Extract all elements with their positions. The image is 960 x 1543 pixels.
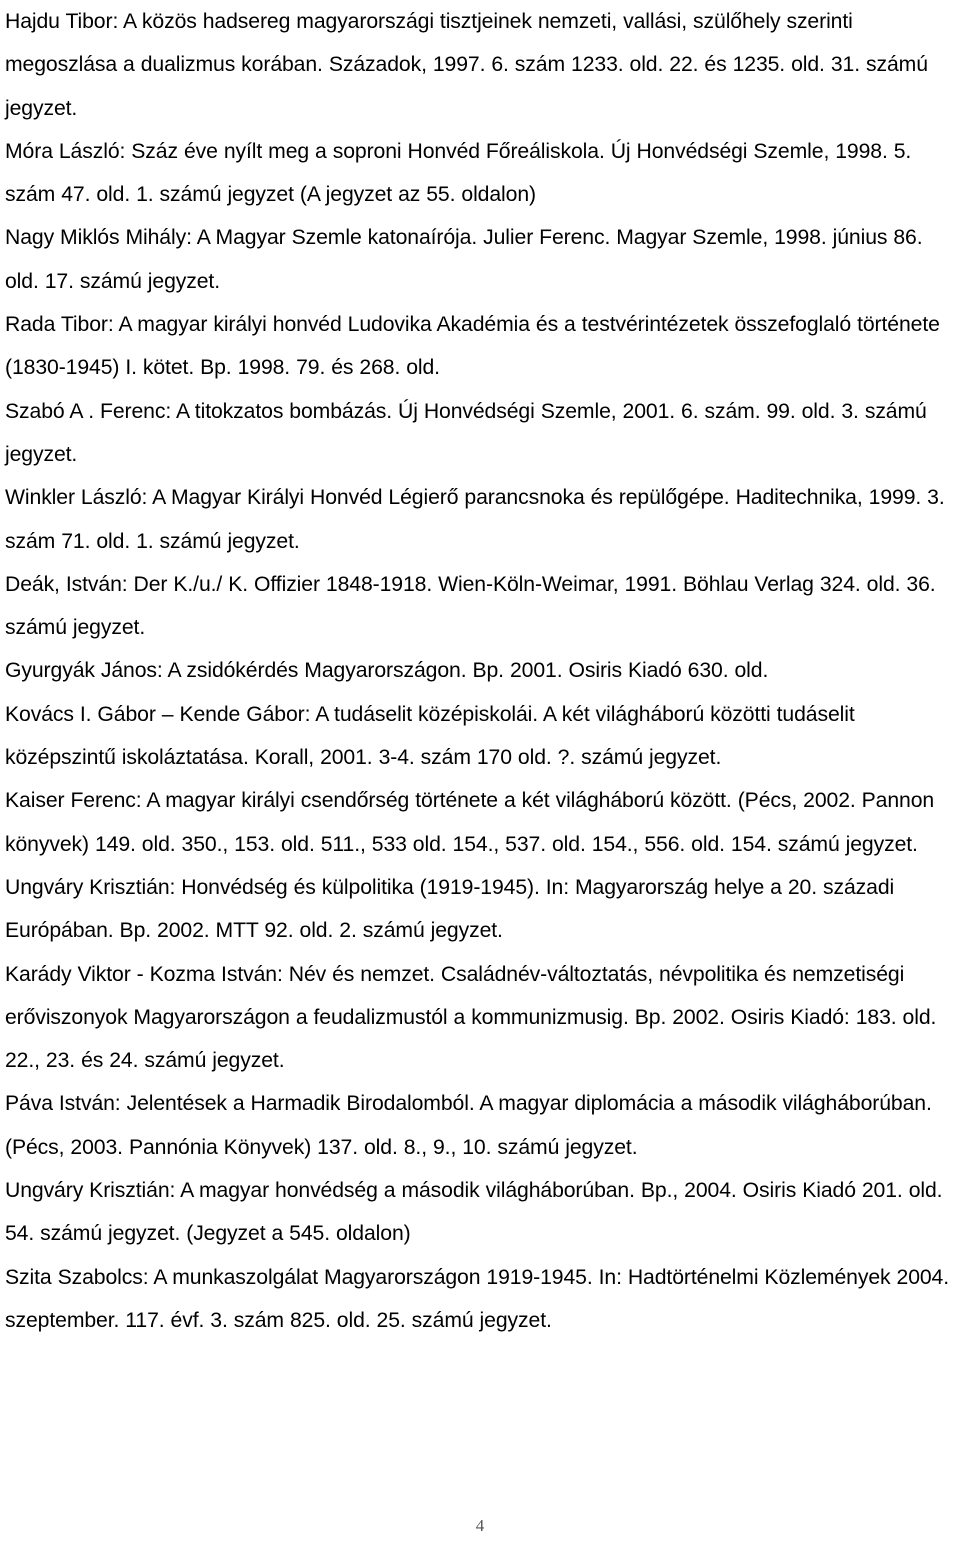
- reference-entry: Hajdu Tibor: A közös hadsereg magyarországi tisztjeinek nemzeti, vallási, szülőhely szerinti megoszlása a dualizmus korában. Századok, 1997. 6. szám 1233. old. 22. és 1235. old. 31. számú jegyzet.: [5, 10, 928, 120]
- reference-entry: Rada Tibor: A magyar királyi honvéd Ludovika Akadémia és a testvérintézetek összefoglaló története (1830-1945) I. kötet. Bp. 1998. 79. és 268. old.: [5, 313, 940, 380]
- reference-entry: Móra László: Száz éve nyílt meg a soproni Honvéd Főreáliskola. Új Honvédségi Szemle, 1998. 5. szám 47. old. 1. számú jegyzet (A jegyzet az 55. oldalon): [5, 139, 912, 207]
- reference-entry: Kovács I. Gábor – Kende Gábor: A tudáselit középiskolái. A két világháború közötti tudáselit középszintű iskoláztatása. Korall, 2001. 3-4. szám 170 old. ?. számú jegyzet.: [5, 702, 855, 770]
- reference-entry: Szita Szabolcs: A munkaszolgálat Magyarországon 1919-1945. In: Hadtörténelmi Közlemények 2004. szeptember. 117. évf. 3. szám 825. old. 25. számú jegyzet.: [5, 1265, 950, 1332]
- reference-entry: Winkler László: A Magyar Királyi Honvéd Légierő parancsnoka és repülőgépe. Haditechnika, 1999. 3. szám 71. old. 1. számú jegyzet.: [5, 486, 945, 553]
- reference-entry: Ungváry Krisztián: A magyar honvédség a második világháborúban. Bp., 2004. Osiris Kiadó 201. old. 54. számú jegyzet. (Jegyzet a 545. oldalon): [5, 1179, 943, 1246]
- reference-list: [5, 0, 954, 1342]
- reference-entry: Deák, István: Der K./u./ K. Offizier 1848-1918. Wien-Köln-Weimar, 1991. Böhlau Verlag 324. old. 36. számú jegyzet.: [5, 572, 936, 640]
- reference-entry: Karády Viktor - Kozma István: Név és nemzet. Családnév-változtatás, névpolitika és nemzetiségi erőviszonyok Magyarországon a feudalizmustól a kommunizmusig. Bp. 2002. Osiris Kiadó: 183. old. 22., 23. és 24. számú jegyzet.: [5, 962, 937, 1073]
- reference-entry: Szabó A . Ferenc: A titokzatos bombázás. Új Honvédségi Szemle, 2001. 6. szám. 99. old. 3. számú jegyzet.: [5, 399, 927, 466]
- reference-entry: Páva István: Jelentések a Harmadik Birodalomból. A magyar diplomácia a második világháborúban. (Pécs, 2003. Pannónia Könyvek) 137. old. 8., 9., 10. számú jegyzet.: [5, 1092, 932, 1159]
- reference-entry: Gyurgyák János: A zsidókérdés Magyarországon. Bp. 2001. Osiris Kiadó 630. old.: [5, 659, 769, 683]
- reference-entry: Kaiser Ferenc: A magyar királyi csendőrség története a két világháború között. (Pécs, 2002. Pannon könyvek) 149. old. 350., 153. old. 511., 533 old. 154., 537. old. 154., 556. old. 154. számú jegyzet.: [5, 789, 935, 856]
- page-number: 4: [475, 1516, 485, 1535]
- reference-entry: Nagy Miklós Mihály: A Magyar Szemle katonaírója. Julier Ferenc. Magyar Szemle, 1998. június 86. old. 17. számú jegyzet.: [5, 226, 923, 293]
- reference-entry: Ungváry Krisztián: Honvédség és külpolitika (1919-1945). In: Magyarország helye a 20. századi Európában. Bp. 2002. MTT 92. old. 2. számú jegyzet.: [5, 875, 895, 943]
